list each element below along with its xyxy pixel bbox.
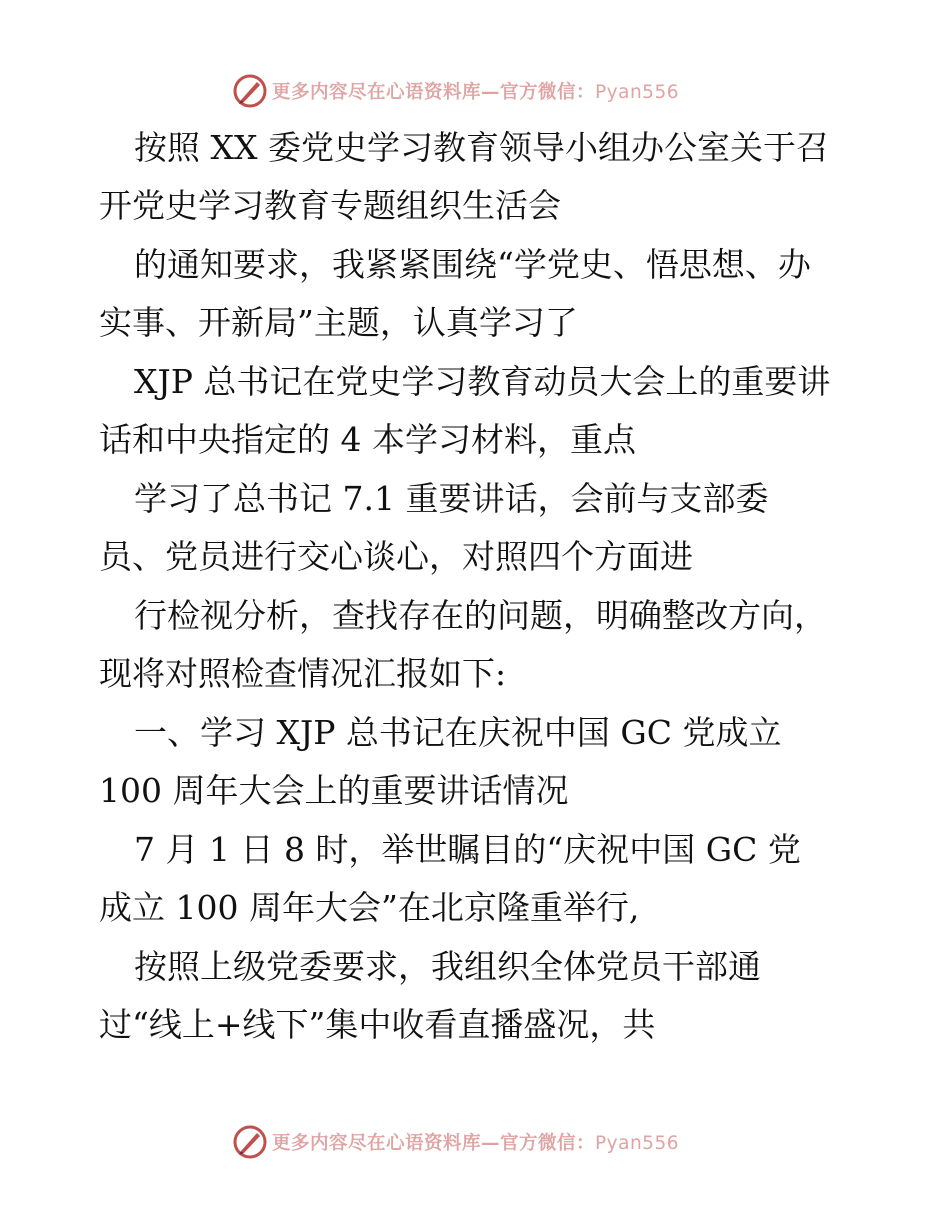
section-heading-line-2: 100 周年大会上的重要讲话情况 (99, 771, 569, 810)
paragraph-line-3: 的通知要求，我紧紧围绕“学党史、悟思想、办 (134, 245, 811, 284)
brush-circle-logo-icon (232, 1124, 268, 1160)
paragraph-line-2: 开党史学习教育专题组织生活会 (99, 186, 561, 225)
paragraph-line-5: XJP 总书记在党史学习教育动员大会上的重要讲 (134, 362, 831, 401)
paragraph-line-16: 过“线上+线下”集中收看直播盛况，共 (99, 1005, 656, 1044)
footer-banner-label (272, 1129, 679, 1155)
header-wechat-account: Pyan556 (595, 82, 679, 103)
section-heading-line-1: 一、学习 XJP 总书记在庆祝中国 GC 党成立 (134, 713, 782, 752)
paragraph-line-7: 学习了总书记 7.1 重要讲话，会前与支部委 (134, 479, 769, 518)
paragraph-line-4: 实事、开新局”主题，认真学习了 (99, 303, 578, 342)
paragraph-line-9: 行检视分析，查找存在的问题，明确整改方向， (134, 596, 827, 635)
header-banner-text: 更多内容尽在心语资料库—官方微信： (272, 82, 596, 103)
footer-wechat-account: Pyan556 (595, 1133, 679, 1154)
paragraph-line-15: 按照上级党委要求，我组织全体党员干部通 (134, 947, 761, 986)
paragraph-line-8: 员、党员进行交心谈心，对照四个方面进 (99, 537, 693, 576)
paragraph-line-6: 话和中央指定的 4 本学习材料，重点 (99, 420, 636, 459)
footer-banner-text: 更多内容尽在心语资料库—官方微信： (272, 1133, 596, 1154)
paragraph-line-1: 按照 XX 委党史学习教育领导小组办公室关于召 (134, 128, 829, 167)
paragraph-line-14: 成立 100 周年大会”在北京隆重举行, (99, 888, 640, 927)
paragraph-line-10: 现将对照检查情况汇报如下: (99, 654, 507, 693)
footer-banner (232, 1122, 712, 1162)
paragraph-line-13: 7 月 1 日 8 时，举世瞩目的“庆祝中国 GC 党 (134, 830, 801, 869)
